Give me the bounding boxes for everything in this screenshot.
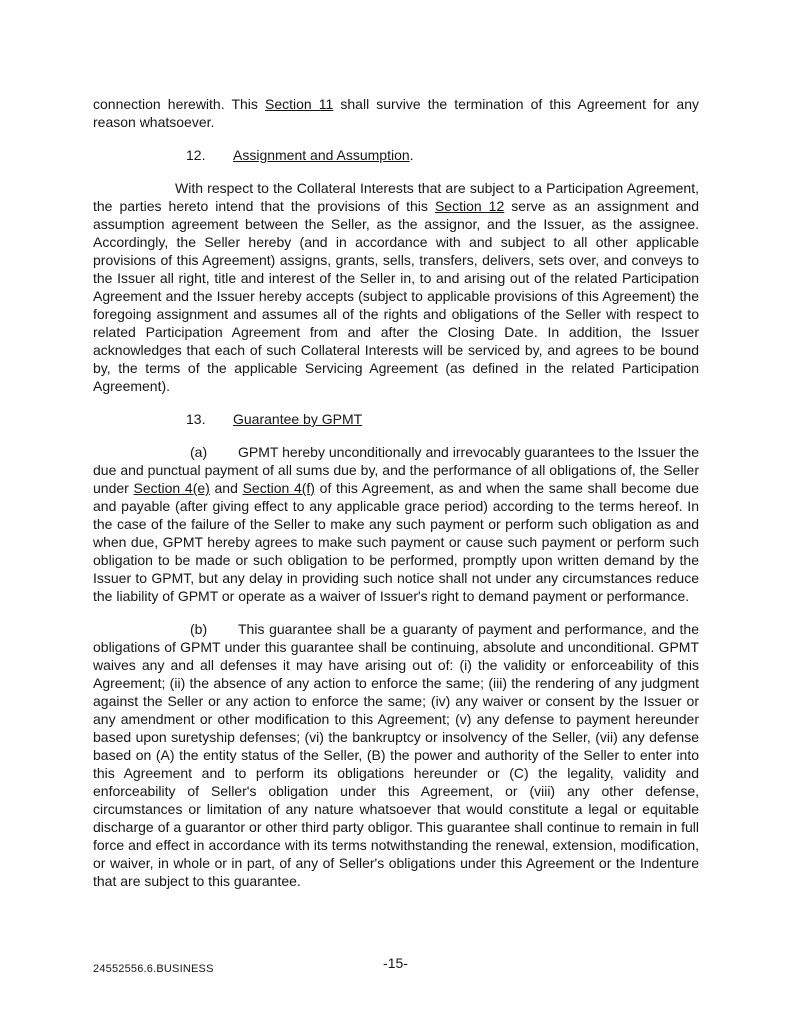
paragraph-label: (b) — [190, 621, 208, 637]
section-number: 12. — [186, 147, 206, 163]
text-run: serve as an assignment and assumption agreement between the Seller, as the assignor, and the Issuer, as the assignee. Accordingly, the Seller hereby (and in accordance with and subject to all other applicable provisions of this Agreement) assigns, grants, sells, transfers, delivers, sets over, and conveys to the Issuer all right, title and interest of the Seller in, to and arising out of the related Participation Agreement and the Issuer hereby accepts (subject to applicable provisions of this Agreement) the foregoing assignment and assumes all of the rights and obligations of the Seller with respect to related Participation Agreement from and after the Closing Date. In addition, the Issuer acknowledges that each of such Collateral Interests will be serviced by, and agrees to be bound by, the terms of the applicable Servicing Agreement (as defined in the related Participation Agreement). — [93, 198, 699, 394]
section-number: 13. — [186, 411, 206, 427]
paragraph — [93, 95, 699, 131]
text-run: . — [409, 147, 414, 163]
footer-doc-id: 24552556.6.BUSINESS — [93, 963, 214, 975]
section-reference: Section 4(f) — [242, 480, 315, 496]
paragraph-label: (a) — [190, 444, 208, 460]
section-reference: Section 12 — [434, 198, 505, 214]
section-reference: Section 4(e) — [133, 480, 210, 496]
section-heading — [93, 146, 699, 164]
paragraph — [93, 443, 699, 605]
text-run: GPMT hereby unconditionally and irrevocably guarantees to the Issuer the due and punctual payment of all sums due by, and the performance of all obligations of, the Seller under — [93, 444, 699, 496]
section-reference: Guarantee by GPMT — [233, 411, 363, 427]
text-run: This guarantee shall be a guaranty of payment and performance, and the obligations of GPMT under this guarantee shall be continuing, absolute and unconditional. GPMT waives any and all defenses it may have arising out of: (i) the validity or enforceability of this Agreement; (ii) the absence of any action to enforce the same; (iii) the rendering of any judgment against the Seller or any action to enforce the same; (iv) any waiver or consent by the Issuer or any amendment or other modification to this Agreement; (v) any defense to payment hereunder based upon suretyship defenses; (vi) the bankruptcy or insolvency of the Seller, (vii) any defense based on (A) the entity status of the Seller, (B) the power and authority of the Seller to enter into this Agreement and to perform its obligations hereunder or (C) the legality, validity and enforceability of Seller's obligation under this Agreement, or (viii) any other defense, circumstances or limitation of any nature whatsoever that would constitute a legal or equitable discharge of a guarantor or other third party obligor. This guarantee shall continue to remain in full force and effect in accordance with its terms notwithstanding the renewal, extension, modification, or waiver, in whole or in part, of any of Seller's obligations under this Agreement or the Indenture that are subject to this guarantee. — [93, 621, 699, 889]
footer-page-number: -15- — [383, 955, 408, 971]
section-heading — [93, 410, 699, 428]
text-run: shall survive the termination of this Agreement for any reason whatsoever. — [93, 96, 700, 130]
text-run: connection herewith. This — [93, 96, 265, 112]
paragraph — [93, 179, 699, 395]
section-reference: Section 11 — [264, 96, 334, 112]
paragraph — [93, 620, 699, 890]
text-run: With respect to the Collateral Interests that are subject to a Participation Agreement, the parties hereto intend that the provisions of this — [93, 180, 699, 214]
text-run: of this Agreement, as and when the same shall become due and payable (after giving effect to any applicable grace period) according to the terms hereof. In the case of the failure of the Seller to make any such payment or perform such obligation as and when due, GPMT hereby agrees to make such payment or cause such payment or perform such obligation to be made or such obligation to be performed, promptly upon written demand by the Issuer to GPMT, but any delay in providing such notice shall not under any circumstances reduce the liability of GPMT or operate as a waiver of Issuer's right to demand payment or performance. — [93, 480, 700, 604]
text-run: and — [209, 480, 243, 496]
document-body — [93, 95, 699, 905]
section-reference: Assignment and Assumption — [233, 147, 410, 163]
